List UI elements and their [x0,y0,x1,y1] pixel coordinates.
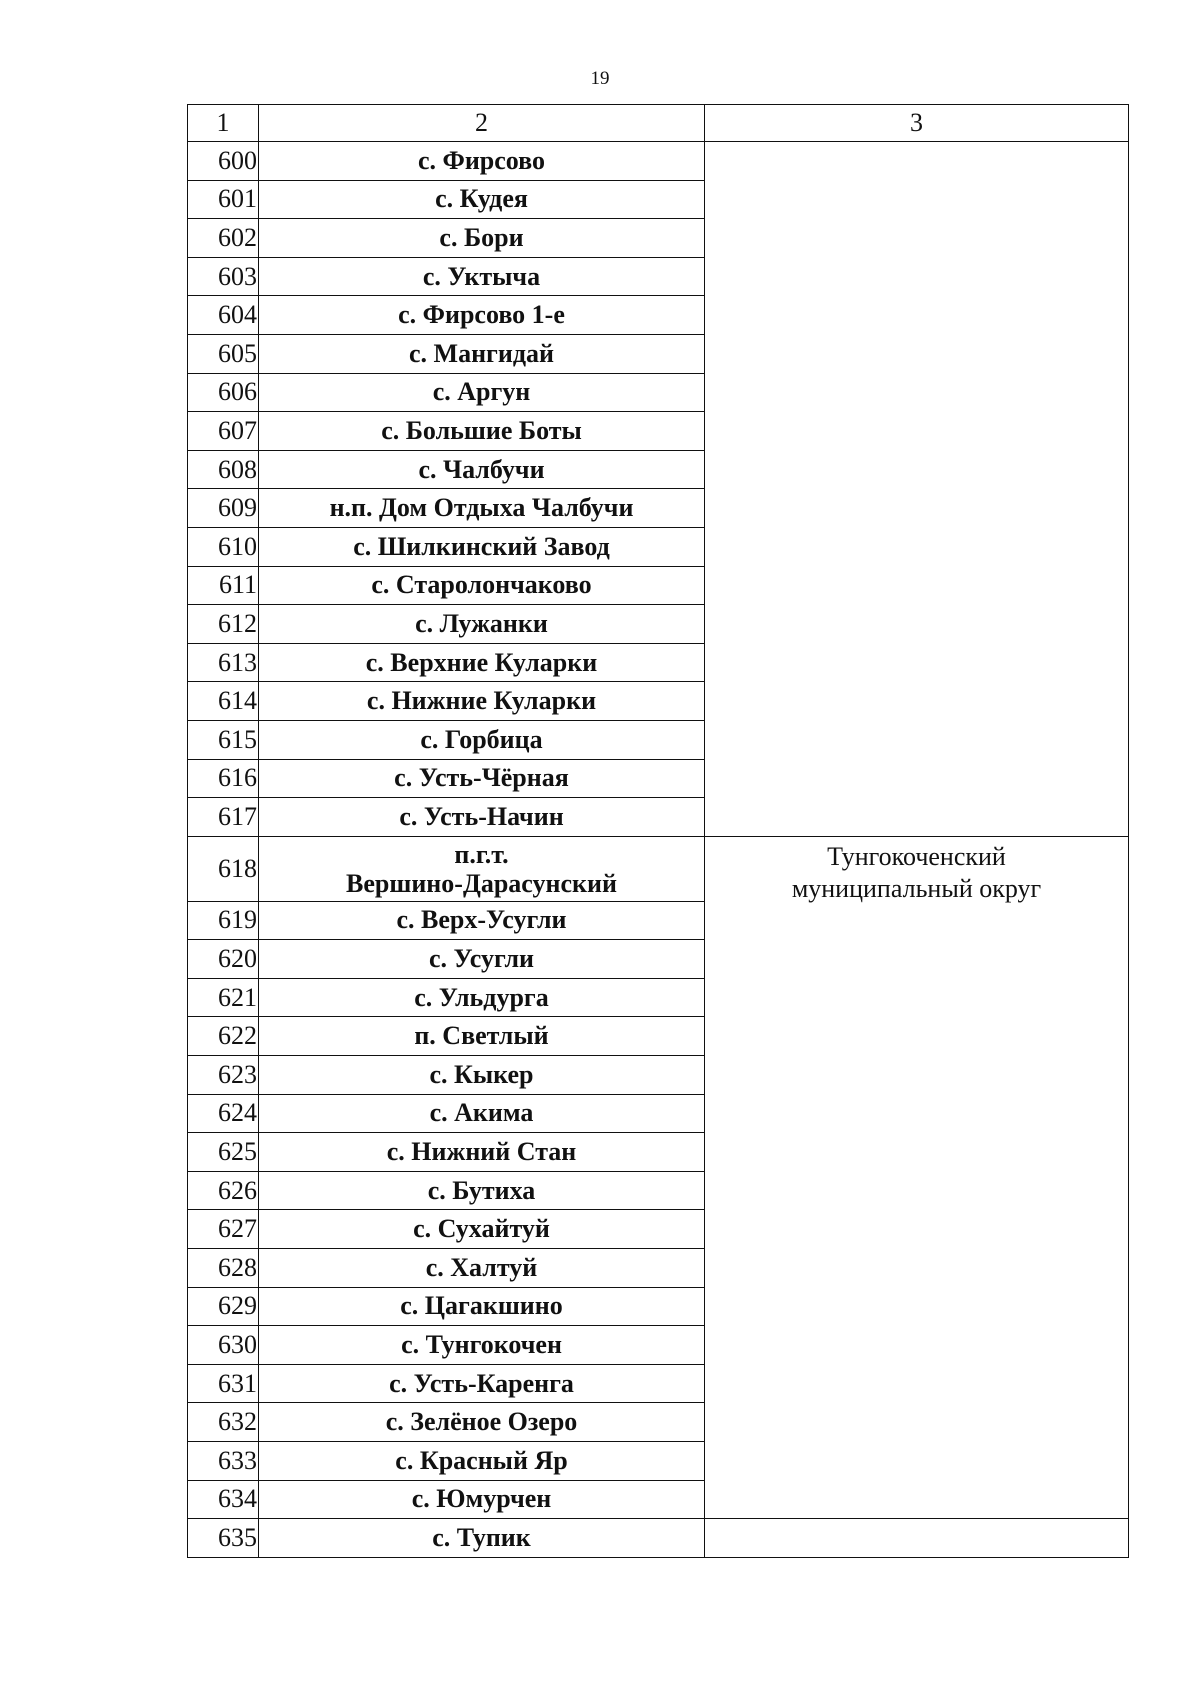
row-number: 622 [188,1017,259,1056]
settlement-name: с. Аргун [259,373,705,412]
settlement-name: с. Большие Боты [259,412,705,451]
row-number: 604 [188,296,259,335]
settlement-name: с. Цагакшино [259,1287,705,1326]
column-header-settlement: 2 [259,105,705,142]
settlement-name: с. Лужанки [259,605,705,644]
settlement-name: с. Уктыча [259,257,705,296]
table-row [188,1519,1129,1558]
settlement-name-line1: п.г.т. [454,839,509,869]
settlement-name: с. Бутиха [259,1171,705,1210]
row-number: 605 [188,334,259,373]
settlement-name: с. Горбица [259,720,705,759]
settlement-name: с. Юмурчен [259,1480,705,1519]
row-number: 631 [188,1364,259,1403]
settlement-name: с. Тупик [259,1519,705,1558]
row-number: 628 [188,1249,259,1288]
district-cell [705,836,1129,1519]
row-number: 625 [188,1133,259,1172]
row-number: 615 [188,720,259,759]
row-number: 610 [188,527,259,566]
settlement-name: с. Усть-Каренга [259,1364,705,1403]
settlements-table [187,104,1129,1558]
settlement-name: с. Верхние Куларки [259,643,705,682]
row-number: 611 [188,566,259,605]
row-number: 620 [188,940,259,979]
row-number: 618 [188,836,259,901]
row-number: 606 [188,373,259,412]
settlement-name: с. Красный Яр [259,1442,705,1481]
row-number: 600 [188,142,259,181]
row-number: 616 [188,759,259,798]
settlement-name: с. Нижние Куларки [259,682,705,721]
row-number: 632 [188,1403,259,1442]
settlement-name-line2: Вершино-Дарасунский [346,868,617,898]
settlement-name: с. Ульдурга [259,978,705,1017]
row-number: 630 [188,1326,259,1365]
settlement-name: с. Фирсово 1-е [259,296,705,335]
district-name-line1: Тунгокоченский [827,841,1006,871]
row-number: 633 [188,1442,259,1481]
row-number: 626 [188,1171,259,1210]
settlement-name: с. Чалбучи [259,450,705,489]
settlement-name: н.п. Дом Отдыха Чалбучи [259,489,705,528]
settlement-name: с. Сухайтуй [259,1210,705,1249]
settlement-name: с. Кыкер [259,1056,705,1095]
row-number: 601 [188,180,259,219]
row-number: 617 [188,798,259,837]
table-header-row [188,105,1129,142]
row-number: 614 [188,682,259,721]
row-number: 623 [188,1056,259,1095]
settlement-name: с. Шилкинский Завод [259,527,705,566]
row-number: 603 [188,257,259,296]
column-header-district: 3 [705,105,1129,142]
settlement-name: с. Кудея [259,180,705,219]
row-number: 608 [188,450,259,489]
settlement-name: с. Нижний Стан [259,1133,705,1172]
settlement-name: с. Усть-Начин [259,798,705,837]
row-number: 619 [188,901,259,940]
row-number: 627 [188,1210,259,1249]
settlement-name: с. Мангидай [259,334,705,373]
settlement-name: с. Акима [259,1094,705,1133]
settlement-name: с. Тунгокочен [259,1326,705,1365]
settlement-name: с. Усугли [259,940,705,979]
settlement-name: с. Фирсово [259,142,705,181]
table-row [188,836,1129,901]
settlement-name: с. Верх-Усугли [259,901,705,940]
row-number: 621 [188,978,259,1017]
settlement-name: с. Усть-Чёрная [259,759,705,798]
settlement-name: с. Старолончаково [259,566,705,605]
row-number: 629 [188,1287,259,1326]
district-cell-empty [705,142,1129,837]
settlement-name: с. Бори [259,219,705,258]
settlement-name: с. Зелёное Озеро [259,1403,705,1442]
row-number: 602 [188,219,259,258]
row-number: 634 [188,1480,259,1519]
row-number: 609 [188,489,259,528]
district-name-line2: муниципальный округ [791,873,1042,903]
row-number: 613 [188,643,259,682]
district-cell-empty [705,1519,1129,1558]
settlement-name: с. Халтуй [259,1249,705,1288]
settlement-name [259,836,705,901]
settlement-name: п. Светлый [259,1017,705,1056]
page-number: 19 [590,68,610,89]
row-number: 607 [188,412,259,451]
column-header-number: 1 [188,105,259,142]
row-number: 635 [188,1519,259,1558]
row-number: 612 [188,605,259,644]
table-row [188,142,1129,181]
row-number: 624 [188,1094,259,1133]
